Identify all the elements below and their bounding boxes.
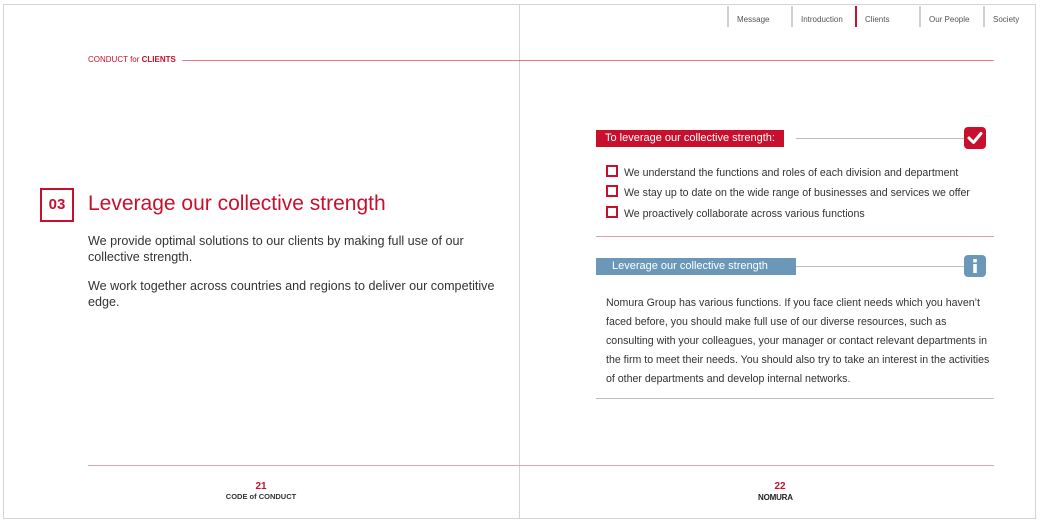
section-label-bold: CLIENTS	[141, 55, 176, 64]
tab-label: Message	[737, 15, 770, 24]
book-spine	[519, 4, 520, 519]
checkbox-icon	[606, 165, 618, 177]
info-icon	[964, 255, 986, 277]
tab-message[interactable]	[727, 6, 791, 27]
right-folio	[740, 481, 820, 492]
checklist-item-text: We proactively collaborate across various functions	[624, 208, 865, 220]
checkmark-icon	[964, 127, 986, 149]
tab-label: Clients	[865, 15, 890, 24]
tab-label: Introduction	[801, 15, 843, 24]
info-divider	[596, 398, 994, 399]
info-body-text: Nomura Group has various functions. If you face client needs which you haven’t faced before, you should make full use of our diverse resources, such as consulting with your colleagues, your manager or contact relevant departments in the firm to meet their needs. You should also try to take an interest in the activities of other departments and develop internal networks.	[606, 297, 990, 385]
tab-label: Society	[993, 15, 1020, 24]
checklist-item	[606, 165, 958, 180]
tab-introduction[interactable]	[791, 6, 855, 27]
page-number: 22	[774, 481, 786, 492]
intro-paragraph-2: We work together across countries and regions to deliver our competitive edge.	[88, 279, 495, 309]
checkbox-icon	[606, 185, 618, 197]
checklist-title-rule	[796, 138, 964, 139]
section-number-badge: 03	[40, 188, 74, 222]
tab-our-people[interactable]	[919, 6, 983, 27]
page-title: Leverage our collective strength	[88, 192, 386, 215]
header-rule	[182, 60, 994, 61]
tab-label: Our People	[929, 15, 970, 24]
checklist-title: To leverage our collective strength:	[596, 130, 784, 147]
checklist-divider	[596, 236, 994, 237]
nomura-logo: NOMURA	[758, 493, 793, 502]
section-label	[88, 55, 176, 64]
left-folio	[221, 481, 301, 502]
intro-paragraph-1: We provide optimal solutions to our clients by making full use of our collective strength.	[88, 234, 464, 264]
tab-clients[interactable]	[855, 6, 919, 27]
checklist-item-text: We stay up to date on the wide range of businesses and services we offer	[624, 187, 970, 199]
checkbox-icon	[606, 206, 618, 218]
footer-label: CODE of CONDUCT	[225, 492, 297, 501]
page-number: 21	[255, 481, 267, 492]
info-title-rule	[796, 266, 964, 267]
checklist-item	[606, 185, 970, 200]
footer-rule	[88, 465, 994, 466]
checklist-item-text: We understand the functions and roles of each division and department	[624, 167, 959, 179]
checklist-item	[606, 206, 865, 221]
info-title: Leverage our collective strength	[596, 258, 796, 275]
section-label-prefix: CONDUCT for	[88, 55, 142, 64]
tab-society[interactable]	[983, 6, 1033, 27]
